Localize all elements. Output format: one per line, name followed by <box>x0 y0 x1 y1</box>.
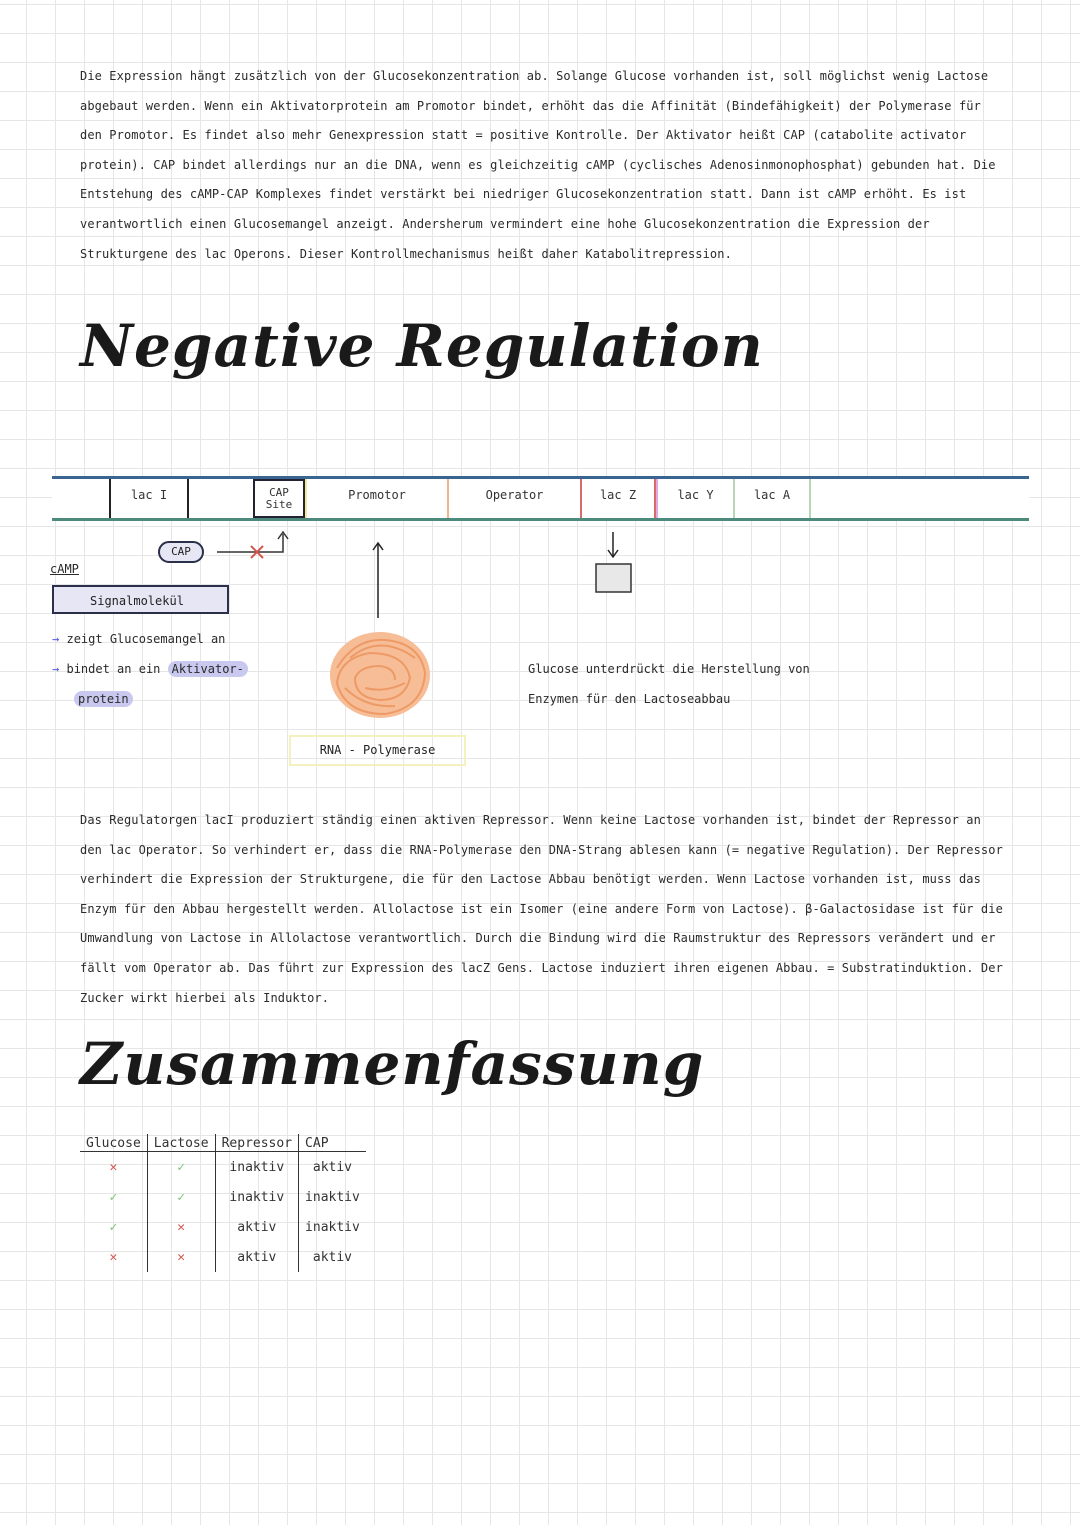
camp-label: cAMP <box>50 562 79 576</box>
cap-protein-oval: CAP <box>158 541 204 563</box>
header-lactose: Lactose <box>147 1134 215 1152</box>
bullet-text: bindet an ein <box>66 662 161 676</box>
operon-segment-lac-z: lac Z <box>580 479 656 518</box>
cap-blocked-arrow <box>205 528 295 568</box>
cap-state: inaktiv <box>299 1182 366 1212</box>
repressor-state: inaktiv <box>215 1152 298 1183</box>
check-icon: ✓ <box>147 1182 215 1212</box>
operon-segment-lac-y: lac Y <box>656 479 733 518</box>
cross-icon: ✕ <box>147 1242 215 1272</box>
repressor-state: aktiv <box>215 1242 298 1272</box>
arrow-down-icon <box>594 528 634 594</box>
protein-highlight: protein <box>74 691 133 707</box>
repressor-state: aktiv <box>215 1212 298 1242</box>
operon-segment-blank-2 <box>187 479 253 518</box>
cap-state: inaktiv <box>299 1212 366 1242</box>
rna-polymerase-scribble-icon <box>325 628 435 723</box>
header-glucose: Glucose <box>80 1134 147 1152</box>
operon-segment-promotor: Promotor <box>305 479 447 518</box>
table-row <box>80 1212 366 1242</box>
table-row <box>80 1182 366 1212</box>
rna-polymerase-label: RNA - Polymerase <box>289 735 466 766</box>
operon-segment-operator: Operator <box>447 479 580 518</box>
cap-state: aktiv <box>299 1152 366 1183</box>
header-cap: CAP <box>299 1134 366 1152</box>
bullet-text: zeigt Glucosemangel an <box>66 632 226 646</box>
bullet-protein-line <box>74 692 133 706</box>
operon-bar <box>52 476 1029 521</box>
operon-segment-blank-end <box>809 479 1029 518</box>
cross-icon: ✕ <box>109 1159 118 1175</box>
arrow-right-icon: → <box>52 662 60 676</box>
activator-highlight: Aktivator- <box>168 661 248 677</box>
table-header-row <box>80 1134 366 1152</box>
intro-paragraph: Die Expression hängt zusätzlich von der Glucosekonzentration ab. Solange Glucose vorhanden ist, soll möglichst wenig Lactose abgebaut werden. Wenn ein Aktivatorprotein am Promotor bindet, erhöht das die Affinität (Bindefähigkeit) der Polymerase für den Promotor. Es findet also mehr Genexpression statt = positive Kontrolle. Der Aktivator heißt CAP (catabolite activator protein). CAP bindet allerdings nur an die DNA, wenn es gleichzeitig cAMP (cyclisches Adenosinmonophosphat) gebunden hat. Die Entstehung des cAMP-CAP Komplexes findet verstärkt bei niedriger Glucosekonzentration statt. Dann ist cAMP erhöht. Es ist verantwortlich einen Glucosemangel anzeigt. Andersherum vermindert eine hohe Glucosekonzentration die Expression der Strukturgene des lac Operons. Dieser Kontrollmechanismus heißt daher Katabolitrepression. <box>80 69 996 261</box>
header-repressor: Repressor <box>215 1134 298 1152</box>
cross-icon: ✕ <box>109 1249 118 1265</box>
operon-segment-cap-site: CAP Site <box>253 479 305 518</box>
arrow-right-icon: → <box>52 632 60 646</box>
check-icon: ✓ <box>147 1152 215 1183</box>
cap-state: aktiv <box>299 1242 366 1272</box>
table-row <box>80 1242 366 1272</box>
table-row <box>80 1152 366 1183</box>
check-icon: ✓ <box>109 1219 118 1235</box>
summary-table <box>80 1134 366 1272</box>
operon-segment-blank-start <box>52 479 109 518</box>
signal-molecule-box: Signalmolekül <box>52 585 229 614</box>
operon-segment-lac-a: lac A <box>733 479 809 518</box>
check-icon: ✓ <box>109 1189 118 1205</box>
heading-negative-regulation: Negative Regulation <box>80 312 764 380</box>
bullet-binds-activator <box>52 662 248 676</box>
repressor-state: inaktiv <box>215 1182 298 1212</box>
glucose-note-line-1: Glucose unterdrückt die Herstellung von <box>528 662 810 676</box>
arrow-up-icon <box>368 540 388 620</box>
repressor-paragraph: Das Regulatorgen lacI produziert ständig einen aktiven Repressor. Wenn keine Lactose vorhanden ist, bindet der Repressor an den lac Operator. So verhindert er, dass die RNA-Polymerase den DNA-Strang ablesen kann (= negative Regulation). Der Repressor verhindert die Expression der Strukturgene, die für den Lactose Abbau benötigt werden. Wenn Lactose vorhanden ist, muss das Enzym für den Abbau hergestellt werden. Allolactose ist ein Isomer (eine andere Form von Lactose). β-Galactosidase ist für die Umwandlung von Lactose in Allolactose verantwortlich. Durch die Bindung wird die Raumstruktur des Repressors verändert und er fällt vom Operator ab. Das führt zur Expression des lacZ Gens. Lactose induziert ihren eigenen Abbau. = Substratinduktion. Der Zucker wirkt hierbei als Induktor. <box>80 813 1003 1005</box>
cross-icon: ✕ <box>147 1212 215 1242</box>
heading-summary: Zusammenfassung <box>80 1030 705 1098</box>
operon-segment-lac-i: lac I <box>109 479 187 518</box>
bullet-glucose-shortage <box>52 632 225 646</box>
glucose-note-line-2: Enzymen für den Lactoseabbau <box>528 692 731 706</box>
